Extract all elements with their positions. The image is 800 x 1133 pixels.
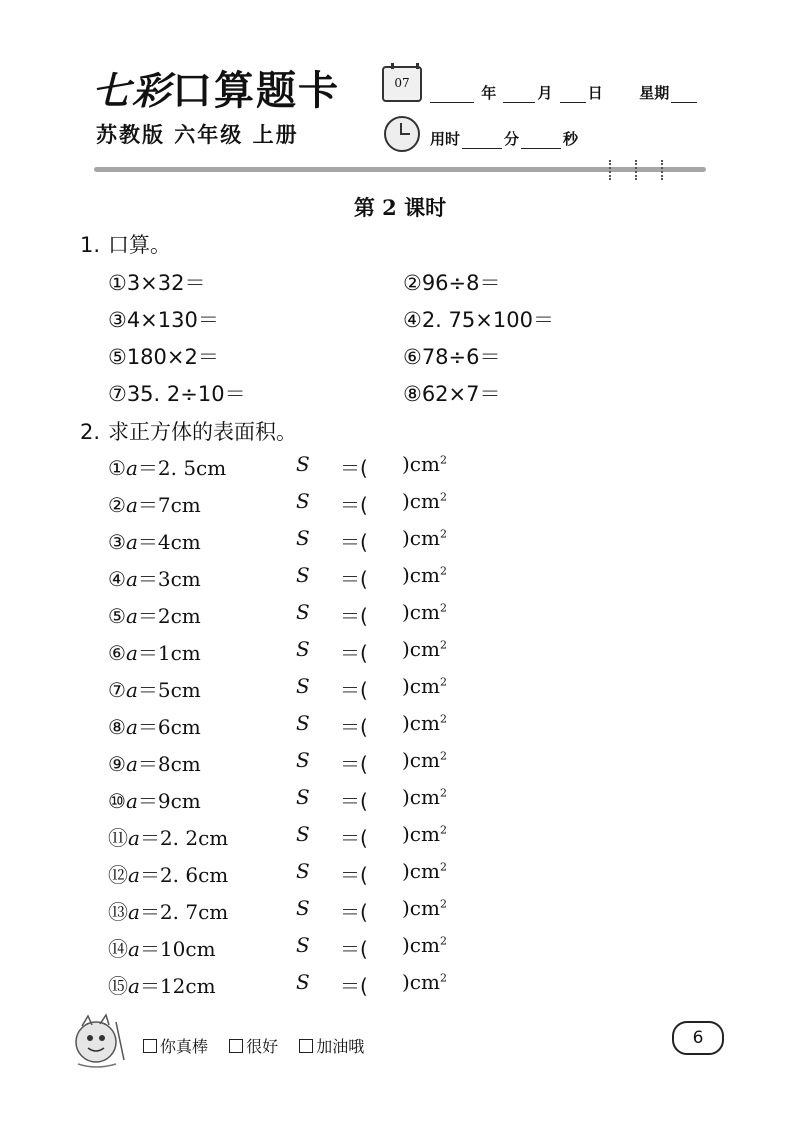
area-label: S	[296, 970, 310, 994]
binder-ring-icon	[609, 160, 616, 180]
answer-unit: )$cm^2$	[402, 822, 447, 846]
minute-label: 分	[504, 130, 520, 148]
edge-length: ⑩a＝9cm	[108, 789, 201, 813]
second-label: 秒	[563, 130, 579, 148]
mental-calc-item: ⑥78÷6＝	[403, 345, 501, 369]
answer-open: ＝(	[340, 974, 368, 998]
weekday-blank[interactable]	[671, 87, 697, 103]
area-label: S	[296, 933, 310, 957]
answer-unit: )$cm^2$	[402, 859, 447, 883]
area-label: S	[296, 896, 310, 920]
time-used-label: 用时	[430, 130, 461, 148]
day-blank[interactable]	[560, 87, 586, 103]
answer-unit: )$cm^2$	[402, 674, 447, 698]
answer-open: ＝(	[340, 826, 368, 850]
area-label: S	[296, 785, 310, 809]
edge-length: ⑤a＝2cm	[108, 604, 201, 628]
minute-blank[interactable]	[462, 133, 502, 149]
area-label: S	[296, 600, 310, 624]
clock-icon	[384, 116, 420, 152]
brand-name: 口算题卡	[172, 68, 341, 114]
answer-open: ＝(	[340, 678, 368, 702]
edition-label: 苏教版 六年级 上册	[96, 123, 299, 147]
answer-open: ＝(	[340, 789, 368, 813]
rating-keep-going[interactable]: 加油哦	[299, 1034, 364, 1057]
question-number: 1.	[80, 233, 101, 257]
answer-open: ＝(	[340, 715, 368, 739]
edge-length: ⑨a＝8cm	[108, 752, 201, 776]
area-label: S	[296, 637, 310, 661]
mental-calc-item: ⑤180×2＝	[108, 345, 219, 369]
weekday-label: 星期	[639, 84, 670, 102]
time-line	[430, 128, 578, 149]
answer-unit: )$cm^2$	[402, 526, 447, 550]
question-prompt: 口算。	[108, 233, 171, 257]
lesson-title: 第 2 课时	[353, 195, 447, 220]
answer-open: ＝(	[340, 493, 368, 517]
brand-logo: 七彩	[92, 68, 173, 113]
date-line	[428, 82, 699, 103]
area-label: S	[296, 711, 310, 735]
question-2-heading	[80, 416, 297, 446]
checkbox[interactable]	[143, 1039, 157, 1053]
mental-calc-item: ①3×32＝	[108, 271, 206, 295]
answer-open: ＝(	[340, 456, 368, 480]
answer-unit: )$cm^2$	[402, 748, 447, 772]
edge-length: ⑪a＝2. 2cm	[108, 826, 229, 850]
edge-length: ⑦a＝5cm	[108, 678, 201, 702]
binder-ring-icon	[635, 160, 642, 180]
area-label: S	[296, 748, 310, 772]
checkbox[interactable]	[299, 1039, 313, 1053]
question-number: 2.	[80, 420, 101, 444]
mental-calc-item: ⑧62×7＝	[403, 382, 501, 406]
answer-unit: )$cm^2$	[402, 785, 447, 809]
answer-unit: )$cm^2$	[402, 970, 447, 994]
question-1-heading	[80, 229, 171, 259]
mental-calc-item: ③4×130＝	[108, 308, 219, 332]
mental-calc-item: ④2. 75×100＝	[403, 308, 554, 332]
answer-unit: )$cm^2$	[402, 896, 447, 920]
day-label: 日	[587, 84, 603, 102]
area-label: S	[296, 822, 310, 846]
answer-open: ＝(	[340, 604, 368, 628]
mascot-icon	[72, 1012, 128, 1070]
year-blank[interactable]	[430, 87, 474, 103]
answer-unit: )$cm^2$	[402, 933, 447, 957]
page-number: 6	[672, 1021, 724, 1055]
second-blank[interactable]	[521, 133, 561, 149]
self-rating	[143, 1034, 380, 1057]
edge-length: ③a＝4cm	[108, 530, 201, 554]
answer-unit: )$cm^2$	[402, 711, 447, 735]
answer-open: ＝(	[340, 937, 368, 961]
year-label: 年	[481, 84, 497, 102]
answer-open: ＝(	[340, 752, 368, 776]
answer-unit: )$cm^2$	[402, 563, 447, 587]
area-label: S	[296, 489, 310, 513]
answer-open: ＝(	[340, 863, 368, 887]
area-label: S	[296, 674, 310, 698]
answer-unit: )$cm^2$	[402, 452, 447, 476]
month-label: 月	[537, 84, 553, 102]
mental-calc-item: ②96÷8＝	[403, 271, 501, 295]
checkbox[interactable]	[229, 1039, 243, 1053]
calendar-icon	[382, 66, 422, 102]
month-blank[interactable]	[503, 87, 535, 103]
answer-open: ＝(	[340, 567, 368, 591]
rating-great[interactable]: 你真棒	[143, 1034, 208, 1057]
edge-length: ②a＝7cm	[108, 493, 201, 517]
area-label: S	[296, 526, 310, 550]
edge-length: ①a＝2. 5cm	[108, 456, 227, 480]
mental-calc-item: ⑦35. 2÷10＝	[108, 382, 246, 406]
edge-length: ⑥a＝1cm	[108, 641, 201, 665]
rating-good[interactable]: 很好	[229, 1034, 278, 1057]
edge-length: ⑬a＝2. 7cm	[108, 900, 229, 924]
answer-unit: )$cm^2$	[402, 637, 447, 661]
brand-title	[92, 66, 340, 116]
answer-open: ＝(	[340, 641, 368, 665]
calendar-number: 07	[394, 76, 410, 90]
area-label: S	[296, 452, 310, 476]
edge-length: ⑭a＝10cm	[108, 937, 216, 961]
answer-unit: )$cm^2$	[402, 489, 447, 513]
edge-length: ⑮a＝12cm	[108, 974, 216, 998]
answer-open: ＝(	[340, 900, 368, 924]
edge-length: ⑫a＝2. 6cm	[108, 863, 229, 887]
area-label: S	[296, 859, 310, 883]
answer-unit: )$cm^2$	[402, 600, 447, 624]
binder-ring-icon	[661, 160, 668, 180]
edge-length: ④a＝3cm	[108, 567, 201, 591]
area-label: S	[296, 563, 310, 587]
answer-open: ＝(	[340, 530, 368, 554]
question-prompt: 求正方体的表面积。	[108, 420, 297, 444]
edge-length: ⑧a＝6cm	[108, 715, 201, 739]
